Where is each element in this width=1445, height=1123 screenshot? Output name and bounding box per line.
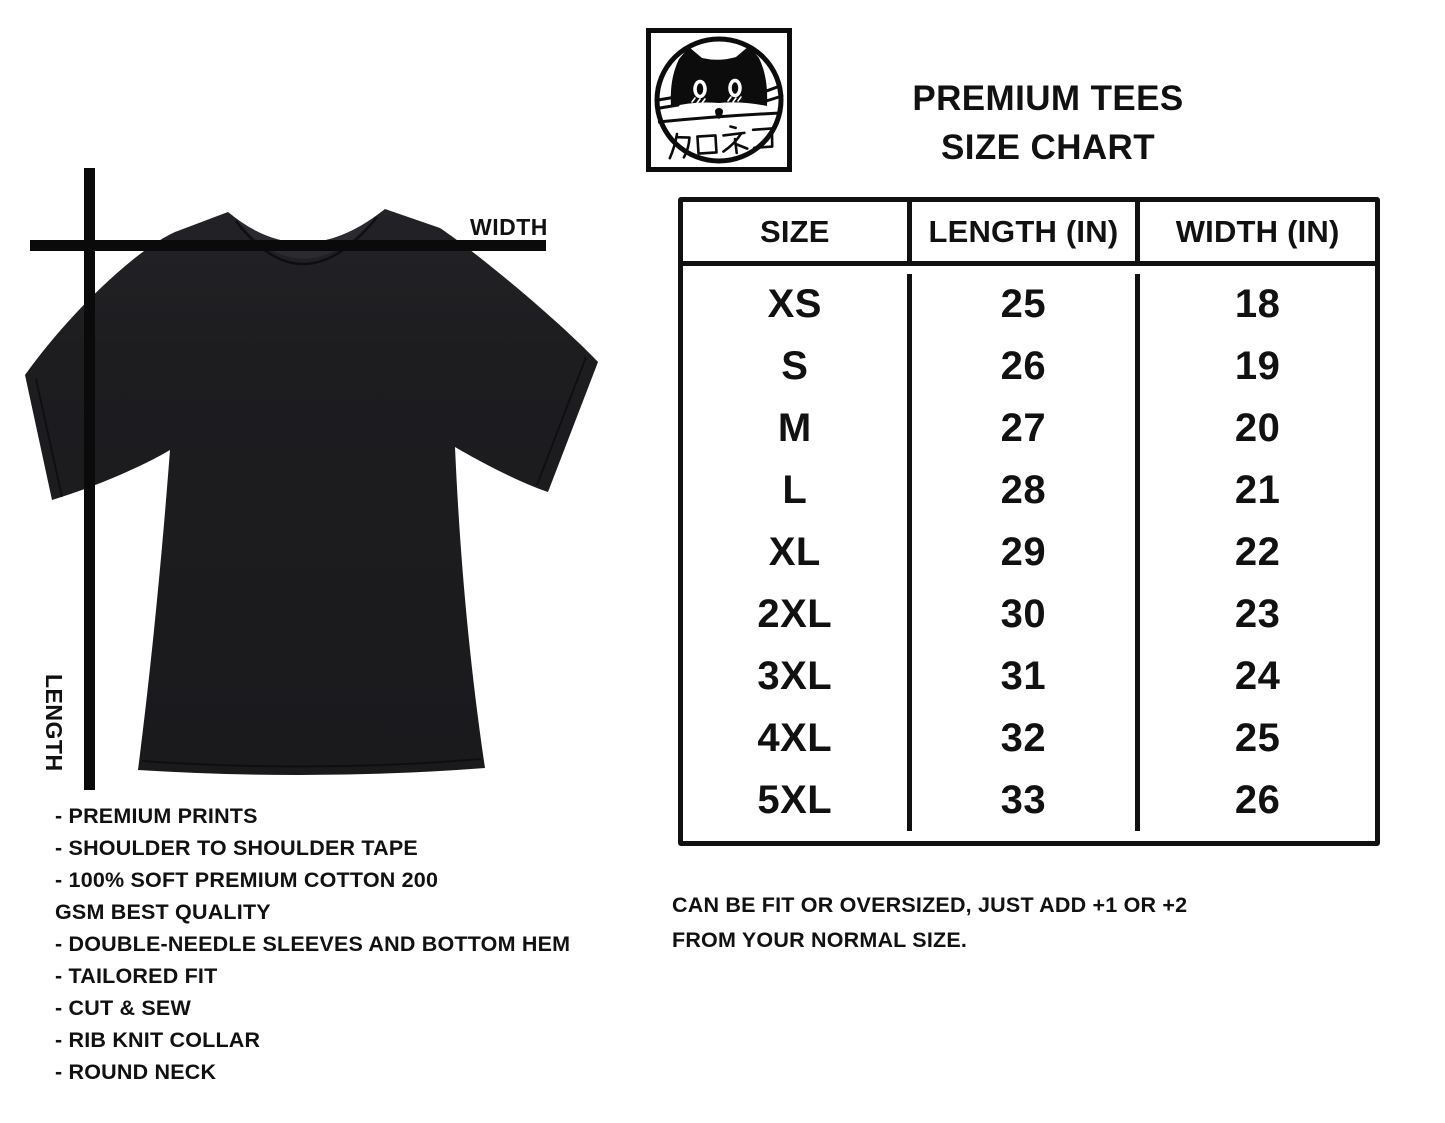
title-line-2: SIZE CHART: [941, 128, 1155, 167]
size-cell: M: [683, 398, 912, 460]
width-label: WIDTH: [470, 214, 548, 240]
size-cell: 4XL: [683, 707, 912, 769]
length-label: LENGTH: [41, 674, 67, 772]
feature-line: - CUT & SEW: [55, 996, 191, 1020]
tshirt-image: [15, 197, 605, 789]
size-cell: 2XL: [683, 583, 912, 645]
feature-line: - TAILORED FIT: [55, 964, 218, 988]
length-cell: 32: [912, 707, 1141, 769]
length-cell: 28: [912, 460, 1141, 522]
length-measure-line: [84, 168, 95, 790]
length-cell: 31: [912, 645, 1141, 707]
width-cell: 20: [1234, 406, 1281, 451]
feature-line: GSM BEST QUALITY: [55, 900, 271, 924]
table-header-row: [683, 202, 1375, 266]
length-cell: 30: [912, 583, 1141, 645]
size-cell: L: [683, 460, 912, 522]
size-row: [683, 707, 1375, 769]
feature-line: - ROUND NECK: [55, 1060, 217, 1084]
col-header-length: LENGTH (IN): [912, 202, 1141, 261]
width-cell: 21: [1234, 468, 1281, 513]
size-row: [683, 336, 1375, 398]
size-cell: XS: [683, 274, 912, 336]
col-header-width: WIDTH (IN): [1175, 213, 1340, 249]
cat-logo-icon: [645, 27, 793, 173]
tshirt-graphic: [25, 209, 598, 775]
size-row: [683, 769, 1375, 831]
feature-list: [55, 800, 595, 1088]
width-cell: 19: [1234, 344, 1281, 389]
size-row: [683, 645, 1375, 707]
feature-line: - SHOULDER TO SHOULDER TAPE: [55, 836, 418, 860]
title-line-1: PREMIUM TEES: [912, 79, 1184, 118]
length-cell: 33: [912, 769, 1141, 831]
size-row: [683, 398, 1375, 460]
col-header-size: SIZE: [683, 202, 912, 261]
length-cell: 26: [912, 336, 1141, 398]
size-cell: 3XL: [683, 645, 912, 707]
size-row: [683, 460, 1375, 522]
feature-line: - DOUBLE-NEEDLE SLEEVES AND BOTTOM HEM: [55, 932, 571, 956]
width-cell: 23: [1234, 591, 1281, 636]
size-cell: 5XL: [683, 769, 912, 831]
width-cell: 22: [1234, 530, 1281, 574]
width-cell: 25: [1234, 715, 1281, 760]
page-title: [828, 74, 1268, 172]
fit-note-line-2: FROM YOUR NORMAL SIZE.: [672, 928, 968, 952]
fit-note: [672, 888, 1232, 958]
table-body: [683, 266, 1375, 841]
width-measure-line: [30, 240, 546, 251]
length-cell: 29: [912, 522, 1141, 584]
feature-line: - RIB KNIT COLLAR: [55, 1028, 261, 1052]
size-row: [683, 583, 1375, 645]
size-row: [683, 522, 1375, 584]
size-cell: XL: [683, 522, 912, 584]
size-row: [683, 274, 1375, 336]
width-cell: 24: [1234, 653, 1281, 698]
size-cell: S: [683, 336, 912, 398]
fit-note-line-1: CAN BE FIT OR OVERSIZED, JUST ADD +1 OR +2: [672, 893, 1188, 917]
feature-line: - 100% SOFT PREMIUM COTTON 200: [55, 868, 439, 892]
length-cell: 25: [912, 274, 1141, 336]
feature-line: - PREMIUM PRINTS: [55, 804, 258, 828]
length-cell: 27: [912, 398, 1141, 460]
width-cell: 26: [1234, 777, 1281, 822]
width-cell: 18: [1234, 282, 1281, 327]
logo-caption-text: [0, 0, 1, 1]
size-chart-table: [678, 197, 1380, 846]
